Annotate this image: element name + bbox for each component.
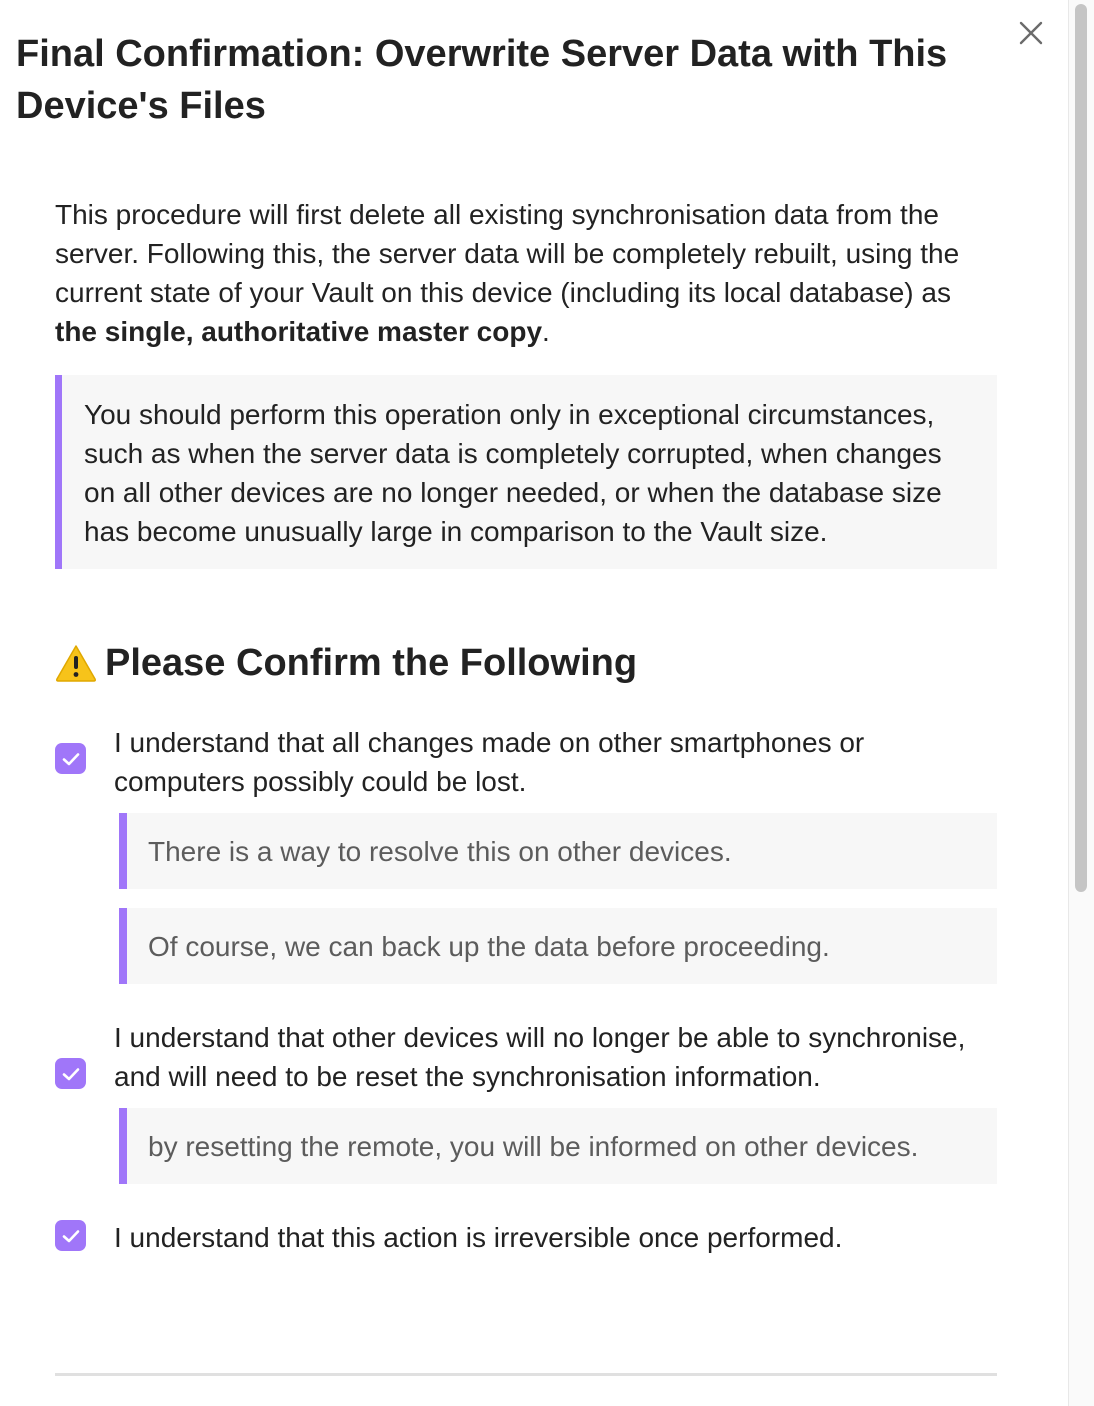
confirm-checkbox-irreversible[interactable] bbox=[55, 1220, 86, 1251]
checkmark-icon bbox=[61, 751, 81, 767]
confirm-label-irreversible: I understand that this action is irreversible once performed. bbox=[114, 1222, 843, 1253]
checkmark-icon bbox=[61, 1066, 81, 1082]
intro-bold-text: the single, authoritative master copy bbox=[55, 316, 543, 347]
confirm-heading-text: Please Confirm the Following bbox=[105, 642, 638, 684]
confirm-checkbox-devices-reset[interactable] bbox=[55, 1058, 86, 1089]
note-backup-data: Of course, we can back up the data before proceeding. bbox=[119, 908, 997, 984]
confirm-heading bbox=[55, 639, 997, 687]
intro-text-before: This procedure will first delete all existing synchronisation data from the server. Following this, the server data will be completely rebuilt, using the current state of your Vault on this device (including its local database) as bbox=[55, 199, 960, 308]
intro-text-after: . bbox=[542, 316, 550, 347]
confirm-item-devices-reset bbox=[55, 1018, 997, 1096]
confirm-item-changes-lost bbox=[55, 723, 997, 801]
checkmark-icon bbox=[61, 1228, 81, 1244]
scrollbar-thumb[interactable] bbox=[1075, 4, 1087, 892]
warning-callout: You should perform this operation only in exceptional circumstances, such as when the server data is completely corrupted, when changes on all other devices are no longer needed, or when the database size has become unusually large in comparison to the Vault size. bbox=[55, 375, 997, 569]
close-button[interactable] bbox=[1014, 18, 1048, 48]
note-resolve-other-devices: There is a way to resolve this on other devices. bbox=[119, 813, 997, 889]
intro-paragraph bbox=[55, 195, 997, 351]
warning-icon bbox=[55, 644, 97, 682]
confirm-item-irreversible bbox=[55, 1218, 997, 1257]
confirm-label-devices-reset: I understand that other devices will no longer be able to synchronise, and will need to be reset the synchronisation information. bbox=[114, 1022, 966, 1092]
close-icon bbox=[1018, 20, 1044, 46]
note-remote-reset-informed: by resetting the remote, you will be informed on other devices. bbox=[119, 1108, 997, 1184]
confirm-checkbox-changes-lost[interactable] bbox=[55, 743, 86, 774]
dialog-content bbox=[55, 195, 997, 1257]
confirm-label-changes-lost: I understand that all changes made on other smartphones or computers possibly could be lost. bbox=[114, 727, 865, 797]
dialog-title: Final Confirmation: Overwrite Server Data with This Device's Files bbox=[16, 33, 948, 127]
divider bbox=[55, 1373, 997, 1376]
